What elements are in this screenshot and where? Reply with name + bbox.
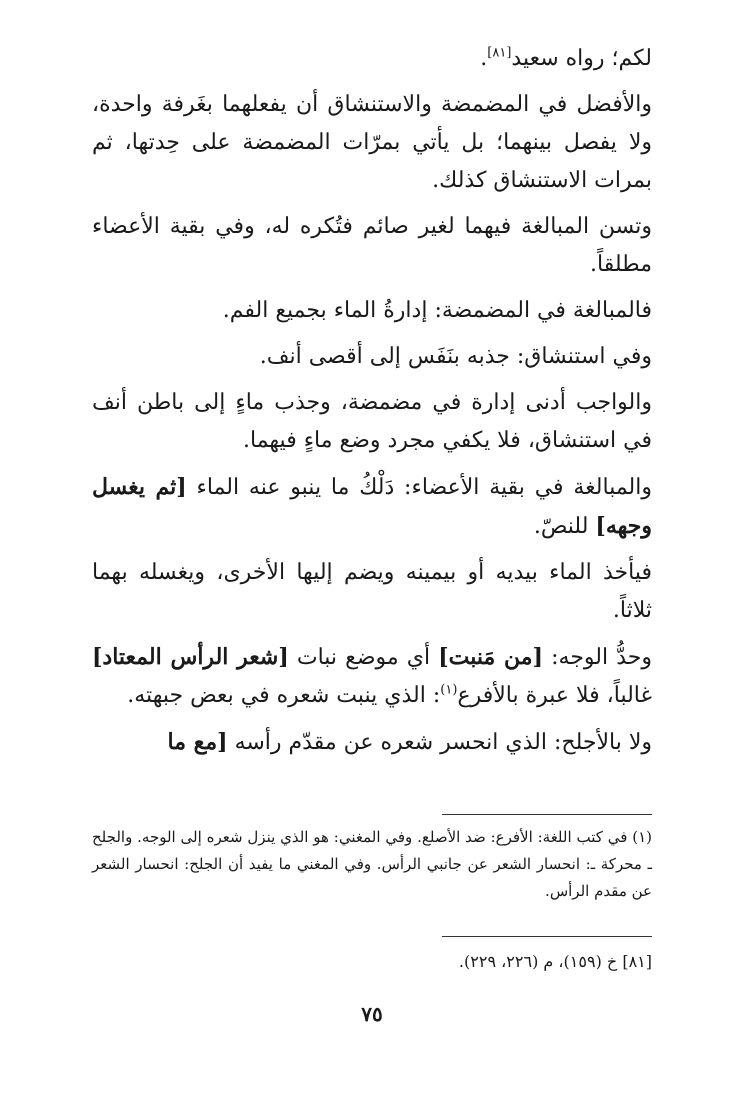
text-segment: للنصّ. bbox=[533, 514, 589, 539]
matn-quote: [من مَنبت] bbox=[438, 644, 543, 670]
paragraph-5: وفي استنشاق: جذبه بنَفَس إلى أقصى أنف. bbox=[259, 344, 652, 369]
paragraph-1 bbox=[92, 40, 652, 78]
paragraph-3: وتسن المبالغة فيهما لغير صائم فتُكره له، وفي بقية الأعضاء مطلقاً. bbox=[92, 214, 652, 277]
footnote-reference: (١) bbox=[440, 682, 458, 698]
source-note: [٨١] خ (١٥٩)، م (٢٢٦، ٢٢٩). bbox=[458, 952, 652, 971]
footnote-divider bbox=[442, 814, 652, 815]
text-segment: غالباً، فلا عبرة بالأفرع bbox=[457, 683, 652, 708]
paragraph-2: والأفضل في المضمضة والاستنشاق أن يفعلهما بغَرفة واحدة، ولا يفصل بينهما؛ بل يأتي بمرّات المضمضة على حِدتها، ثم بمرات الاستنشاق كذلك. bbox=[92, 92, 652, 193]
paragraph-4: فالمبالغة في المضمضة: إدارةُ الماء بجميع الفم. bbox=[222, 298, 652, 323]
matn-quote: [ثم يغسل وجهه] bbox=[92, 474, 652, 539]
text-segment: والمبالغة في بقية الأعضاء: دَلْكُ ما ينبو عنه الماء bbox=[196, 475, 652, 500]
paragraph-9 bbox=[92, 638, 652, 715]
text-segment: لكم؛ رواه سعيد bbox=[511, 46, 652, 71]
text-segment: وحدُّ الوجه: bbox=[551, 645, 652, 670]
paragraph-8: فيأخذ الماء بيديه أو بيمينه ويضم إليها الأخرى، ويغسله بهما ثلاثاً. bbox=[92, 560, 652, 623]
text-segment: . bbox=[480, 46, 488, 71]
paragraph-6: والواجب أدنى إدارة في مضمضة، وجذب ماءٍ إلى باطن أنف في استنشاق، فلا يكفي مجرد وضع ماءٍ فيهما. bbox=[92, 390, 652, 453]
paragraph-7 bbox=[92, 468, 652, 546]
source-divider bbox=[442, 936, 652, 937]
matn-quote: [مع ما bbox=[167, 729, 228, 755]
paragraph-10 bbox=[92, 723, 652, 762]
text-segment: : الذي ينبت شعره في بعض جبهته. bbox=[127, 683, 441, 708]
matn-quote: [شعر الرأس المعتاد] bbox=[92, 644, 289, 670]
text-segment: ولا بالأجلح: الذي انحسر شعره عن مقدّم رأسه bbox=[234, 730, 652, 755]
source-reference: [٨١] bbox=[487, 45, 512, 61]
page-number: ٧٥ bbox=[361, 1002, 383, 1026]
footnote: (١) في كتب اللغة: الأفرع: ضد الأصلع. وفي المغني: هو الذي ينزل شعره إلى الوجه. والجلح ـ محركة ـ: انحسار الشعر عن جانبي الرأس. وفي المغني ما يفيد أن الجلح: انحسار الشعر عن مقدم الرأس. bbox=[92, 828, 652, 900]
text-segment: أي موضع نبات bbox=[296, 645, 431, 670]
page bbox=[92, 40, 652, 1026]
